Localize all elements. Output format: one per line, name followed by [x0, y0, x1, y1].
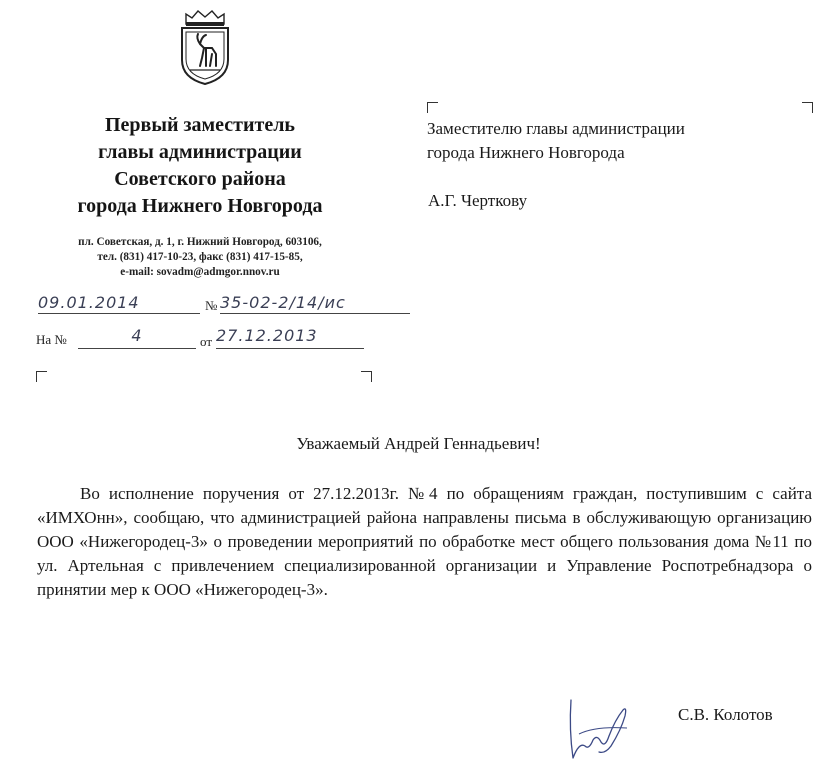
- organization-contacts: [30, 235, 370, 280]
- salutation: Уважаемый Андрей Геннадьевич!: [296, 434, 541, 453]
- org-title-line: Первый заместитель: [105, 114, 295, 136]
- handwritten-signature: [565, 690, 635, 762]
- reference-date-field: 27.12.2013: [216, 326, 364, 349]
- corner-mark: [361, 371, 372, 382]
- from-label: от: [200, 334, 213, 349]
- phone-fax-line: тел. (831) 417-10-23, факс (831) 417-15-85,: [97, 251, 303, 263]
- email-line: e-mail: sovadm@admgor.nnov.ru: [120, 266, 280, 278]
- org-title-line: города Нижнего Новгорода: [77, 195, 323, 217]
- corner-mark: [427, 102, 438, 113]
- addressee-block: [427, 117, 685, 165]
- corner-mark: [36, 371, 47, 382]
- org-title-line: Советского района: [114, 168, 286, 190]
- org-title-line: главы администрации: [98, 141, 302, 163]
- coat-of-arms-emblem: [176, 8, 234, 86]
- address-line: пл. Советская, д. 1, г. Нижний Новгород, 603106,: [78, 236, 322, 248]
- corner-mark: [802, 102, 813, 113]
- letter-body: Во исполнение поручения от 27.12.2013г. №4 по обращениям граждан, поступившим с сайта «ИМХОнн», сообщаю, что администрацией района направлены письма в обслуживающую организацию ООО «Нижегородец-3» о проведении мероприятий по обработке мест общего пользования дома №11 по ул. Артельная с привлечением специализированной организации и Управление Роспотребнадзора о принятии мер к ООО «Нижегородец-3».: [37, 484, 812, 599]
- addressee-position: Заместителю главы администрации: [427, 119, 685, 138]
- reference-number-field: 4: [78, 326, 196, 349]
- number-label: №: [205, 298, 218, 313]
- reference-label: На №: [36, 332, 67, 347]
- outgoing-number-field: 35-02-2/14/ис: [220, 293, 410, 314]
- signer-name: С.В. Колотов: [678, 705, 773, 724]
- organization-title: [30, 112, 370, 220]
- outgoing-date-field: 09.01.2014: [38, 293, 200, 314]
- addressee-name: А.Г. Черткову: [428, 191, 528, 210]
- addressee-city: города Нижнего Новгорода: [427, 143, 625, 162]
